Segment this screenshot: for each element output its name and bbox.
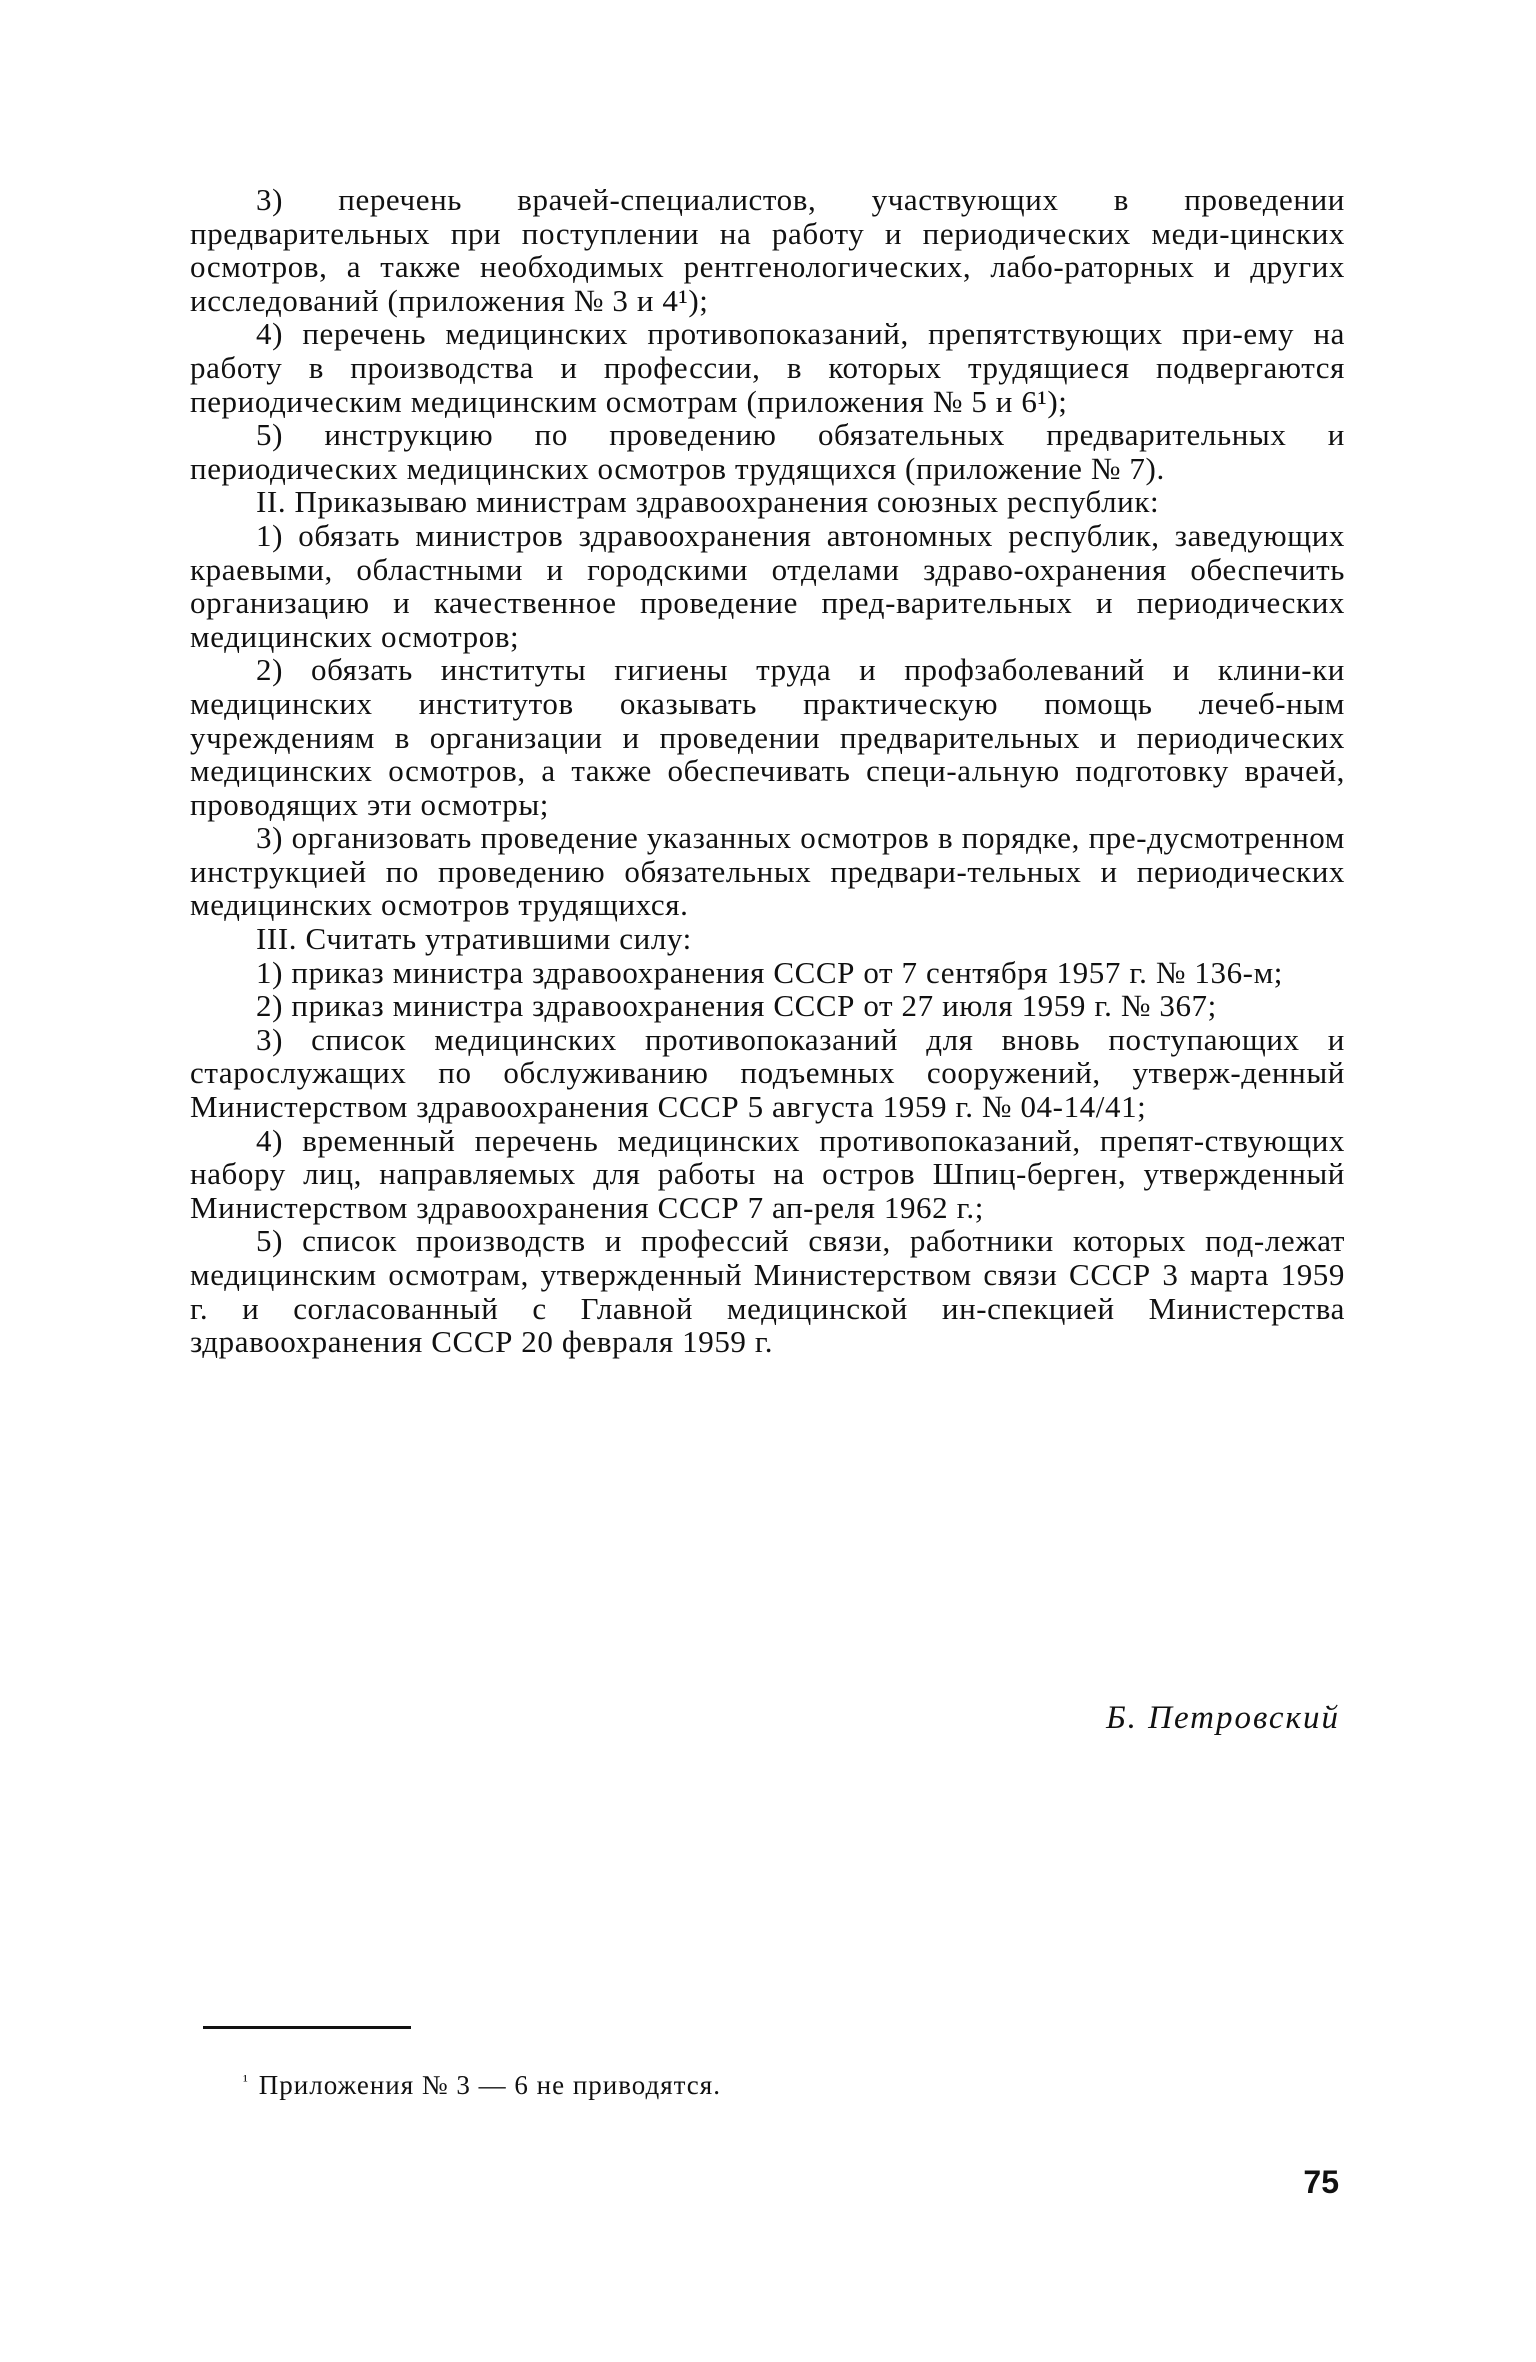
section-iii-item-1: 1) приказ министра здравоохранения СССР от 7 сентября 1957 г. № 136-м; <box>256 954 1284 990</box>
paragraph-item-3: 3) перечень врачей-специалистов, участвующих в проведении предварительных при поступлении на работу и периодических меди-цинских осмотров, а также необходимых рентгенологических, лабо-раторных и других исследований (приложения № 3 и 4¹); <box>190 182 1345 318</box>
section-iii-item-4: 4) временный перечень медицинских противопоказаний, препят-ствующих набору лиц, направляемых для работы на остров Шпиц-берген, утвержденный Министерством здравоохранения СССР 7 ап-реля 1962 г.; <box>190 1122 1345 1225</box>
section-ii-heading: II. Приказываю министрам здравоохранения союзных республик: <box>256 484 1160 520</box>
page-number: 75 <box>1303 2164 1339 2200</box>
footnote-divider <box>203 2026 411 2029</box>
section-ii-item-2: 2) обязать институты гигиены труда и профзаболеваний и клини-ки медицинских институтов оказывать практическую помощь лечеб-ным учреждениям в организации и проведении предварительных и периодических медицинских осмотров, а также обеспечивать специ-альную подготовку врачей, проводящих эти осмотры; <box>190 652 1345 822</box>
section-ii-item-3: 3) организовать проведение указанных осмотров в порядке, пре-дусмотренном инструкцией по проведению обязательных предвари-тельных и периодических медицинских осмотров трудящихся. <box>190 820 1345 923</box>
order-text <box>190 183 1345 1359</box>
footnote-marker: ¹ <box>243 2073 249 2090</box>
paragraph-item-4: 4) перечень медицинских противопоказаний, препятствующих при-ему на работу в производства и профессии, в которых трудящиеся подвергаются периодическим медицинским осмотрам (приложения № 5 и 6¹); <box>190 316 1345 419</box>
section-iii-heading: III. Считать утратившими силу: <box>256 921 692 957</box>
section-iii-item-5: 5) список производств и профессий связи, работники которых под-лежат медицинским осмотрам, утвержденный Министерством связи СССР 3 марта 1959 г. и согласованный с Главной медицинской ин-спекцией Министерства здравоохранения СССР 20 февраля 1959 г. <box>190 1223 1345 1360</box>
footnote-text: Приложения № 3 — 6 не приводятся. <box>258 2070 721 2100</box>
paragraph-item-5: 5) инструкцию по проведению обязательных предварительных и периодических медицинских осмотров трудящихся (приложение № 7). <box>190 417 1345 486</box>
signature: Б. Петровский <box>1106 1700 1340 1736</box>
section-iii-item-3: 3) список медицинских противопоказаний для вновь поступающих и старослужащих по обслуживанию подъемных сооружений, утверж-денный Министерством здравоохранения СССР 5 августа 1959 г. № 04-14/41; <box>190 1021 1345 1125</box>
section-ii-item-1: 1) обязать министров здравоохранения автономных республик, заведующих краевыми, областными и городскими отделами здраво-охранения обеспечить организацию и качественное проведение пред-варительных и периодических медицинских осмотров; <box>190 517 1345 654</box>
section-iii-item-2: 2) приказ министра здравоохранения СССР от 27 июля 1959 г. № 367; <box>256 988 1217 1024</box>
footnote <box>243 2070 721 2101</box>
